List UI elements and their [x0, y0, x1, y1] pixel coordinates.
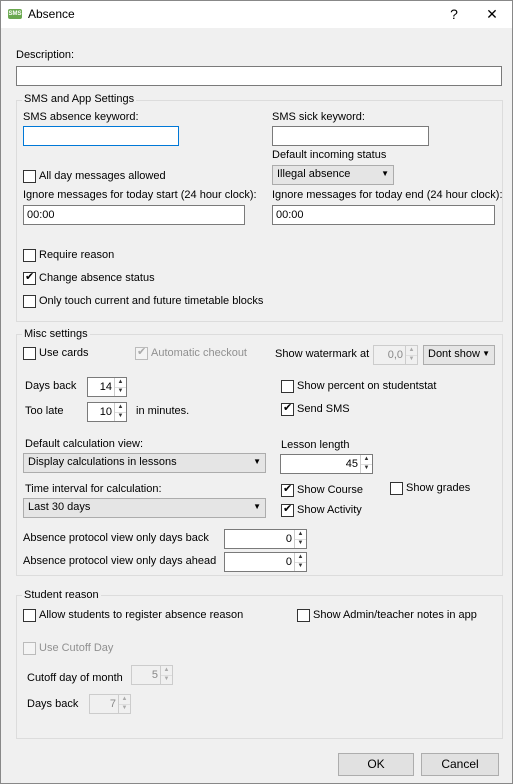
change-status-label: Change absence status	[39, 272, 155, 284]
absence-keyword-label: SMS absence keyword:	[23, 111, 139, 123]
days-back-value: 14	[99, 381, 112, 393]
checkmark-icon: ✔	[283, 483, 293, 495]
window-title: Absence	[28, 7, 75, 21]
default-incoming-select[interactable]	[272, 165, 394, 185]
auto-checkout-checkbox[interactable]	[135, 347, 148, 360]
chevron-down-icon: ▼	[253, 457, 261, 466]
show-activity-checkbox[interactable]	[281, 504, 294, 517]
spin-down-icon[interactable]: ▼	[363, 465, 370, 471]
watermark-stepper[interactable]	[373, 345, 418, 365]
too-late-stepper[interactable]	[87, 402, 127, 422]
ignore-start-input[interactable]	[23, 205, 245, 225]
require-reason-label: Require reason	[39, 249, 115, 261]
only-touch-label: Only touch current and future timetable blocks	[39, 295, 264, 307]
all-day-label: All day messages allowed	[39, 170, 166, 182]
protocol-back-stepper[interactable]	[224, 529, 307, 549]
use-cards-label: Use cards	[39, 347, 89, 359]
spin-up-icon[interactable]: ▲	[119, 695, 130, 705]
ignore-end-label: Ignore messages for today end (24 hour clock):	[272, 189, 503, 201]
watermark-mode-value: Dont show	[428, 348, 480, 360]
allow-register-label: Allow students to register absence reason	[39, 609, 244, 621]
sms-settings-group-label: SMS and App Settings	[24, 93, 135, 105]
change-status-checkbox[interactable]	[23, 272, 36, 285]
app-icon: SMS	[8, 11, 22, 17]
spin-up-icon[interactable]: ▲	[115, 378, 126, 388]
checkmark-icon: ✔	[283, 503, 293, 515]
show-notes-label: Show Admin/teacher notes in app	[313, 609, 477, 621]
show-grades-checkbox[interactable]	[390, 482, 403, 495]
spin-down-icon[interactable]: ▼	[297, 563, 304, 569]
show-activity-label: Show Activity	[297, 504, 362, 516]
student-days-back-value: 7	[109, 698, 116, 710]
watermark-value: 0,0	[387, 349, 403, 361]
watermark-mode-select[interactable]	[423, 345, 495, 365]
sick-keyword-input[interactable]	[272, 126, 429, 146]
chevron-down-icon: ▼	[482, 349, 490, 358]
lesson-length-stepper[interactable]	[280, 454, 373, 474]
description-label: Description:	[16, 49, 75, 61]
lesson-length-label: Lesson length	[281, 439, 350, 451]
protocol-ahead-value: 0	[285, 556, 292, 568]
time-interval-value: Last 30 days	[28, 501, 91, 513]
default-incoming-value: Illegal absence	[277, 168, 351, 180]
checkmark-icon: ✔	[137, 346, 147, 358]
default-calc-select[interactable]	[23, 453, 266, 473]
default-calc-label: Default calculation view:	[25, 438, 144, 450]
checkmark-icon: ✔	[25, 271, 35, 283]
only-touch-checkbox[interactable]	[23, 295, 36, 308]
ignore-start-label: Ignore messages for today start (24 hour clock):	[23, 189, 257, 201]
too-late-label: Too late	[25, 405, 64, 417]
misc-settings-group-label: Misc settings	[24, 328, 88, 340]
days-back-label: Days back	[25, 380, 77, 392]
protocol-ahead-label: Absence protocol view only days ahead	[23, 555, 217, 567]
use-cards-checkbox[interactable]	[23, 347, 36, 360]
spin-up-icon[interactable]: ▲	[361, 455, 372, 465]
ok-button[interactable]: OK	[338, 753, 414, 776]
use-cutoff-checkbox[interactable]	[23, 642, 36, 655]
time-interval-label: Time interval for calculation:	[25, 483, 162, 495]
spin-up-icon[interactable]: ▲	[406, 346, 417, 356]
spin-down-icon[interactable]: ▼	[408, 356, 415, 362]
student-days-back-stepper[interactable]	[89, 694, 131, 714]
spin-up-icon[interactable]: ▲	[295, 553, 306, 563]
default-calc-value: Display calculations in lessons	[28, 456, 177, 468]
spin-down-icon[interactable]: ▼	[121, 705, 128, 711]
cutoff-day-value: 5	[151, 669, 158, 681]
student-reason-group-label: Student reason	[24, 589, 99, 601]
show-percent-checkbox[interactable]	[281, 380, 294, 393]
chevron-down-icon: ▼	[253, 502, 261, 511]
student-days-back-label: Days back	[27, 698, 79, 710]
too-late-value: 10	[99, 406, 112, 418]
absence-keyword-input[interactable]	[23, 126, 179, 146]
default-incoming-label: Default incoming status	[272, 149, 387, 161]
show-percent-label: Show percent on studentstat	[297, 380, 437, 392]
watermark-label: Show watermark at	[275, 348, 370, 360]
spin-up-icon[interactable]: ▲	[295, 530, 306, 540]
close-button[interactable]: ✕	[486, 6, 498, 22]
allow-register-checkbox[interactable]	[23, 609, 36, 622]
ignore-end-input[interactable]	[272, 205, 495, 225]
title-bar	[0, 0, 513, 28]
sick-keyword-label: SMS sick keyword:	[272, 111, 365, 123]
days-back-stepper[interactable]	[87, 377, 127, 397]
auto-checkout-label: Automatic checkout	[151, 347, 247, 359]
require-reason-checkbox[interactable]	[23, 249, 36, 262]
cancel-button[interactable]: Cancel	[421, 753, 499, 776]
spin-up-icon[interactable]: ▲	[115, 403, 126, 413]
all-day-checkbox[interactable]	[23, 170, 36, 183]
show-course-label: Show Course	[297, 484, 364, 496]
send-sms-label: Send SMS	[297, 403, 350, 415]
spin-down-icon[interactable]: ▼	[297, 540, 304, 546]
protocol-ahead-stepper[interactable]	[224, 552, 307, 572]
spin-down-icon[interactable]: ▼	[163, 676, 170, 682]
show-course-checkbox[interactable]	[281, 484, 294, 497]
spin-down-icon[interactable]: ▼	[117, 388, 124, 394]
cutoff-day-label: Cutoff day of month	[27, 672, 123, 684]
show-grades-label: Show grades	[406, 482, 471, 494]
spin-up-icon[interactable]: ▲	[161, 666, 172, 676]
lesson-length-value: 45	[345, 458, 358, 470]
send-sms-checkbox[interactable]	[281, 403, 294, 416]
use-cutoff-label: Use Cutoff Day	[39, 642, 114, 654]
help-button[interactable]: ?	[450, 6, 458, 22]
spin-down-icon[interactable]: ▼	[117, 413, 124, 419]
description-input[interactable]	[16, 66, 502, 86]
too-late-unit: in minutes.	[136, 405, 190, 417]
time-interval-select[interactable]	[23, 498, 266, 518]
protocol-back-label: Absence protocol view only days back	[23, 532, 209, 544]
show-notes-checkbox[interactable]	[297, 609, 310, 622]
checkmark-icon: ✔	[283, 402, 293, 414]
cutoff-day-stepper[interactable]	[131, 665, 173, 685]
chevron-down-icon: ▼	[381, 169, 389, 178]
protocol-back-value: 0	[285, 533, 292, 545]
